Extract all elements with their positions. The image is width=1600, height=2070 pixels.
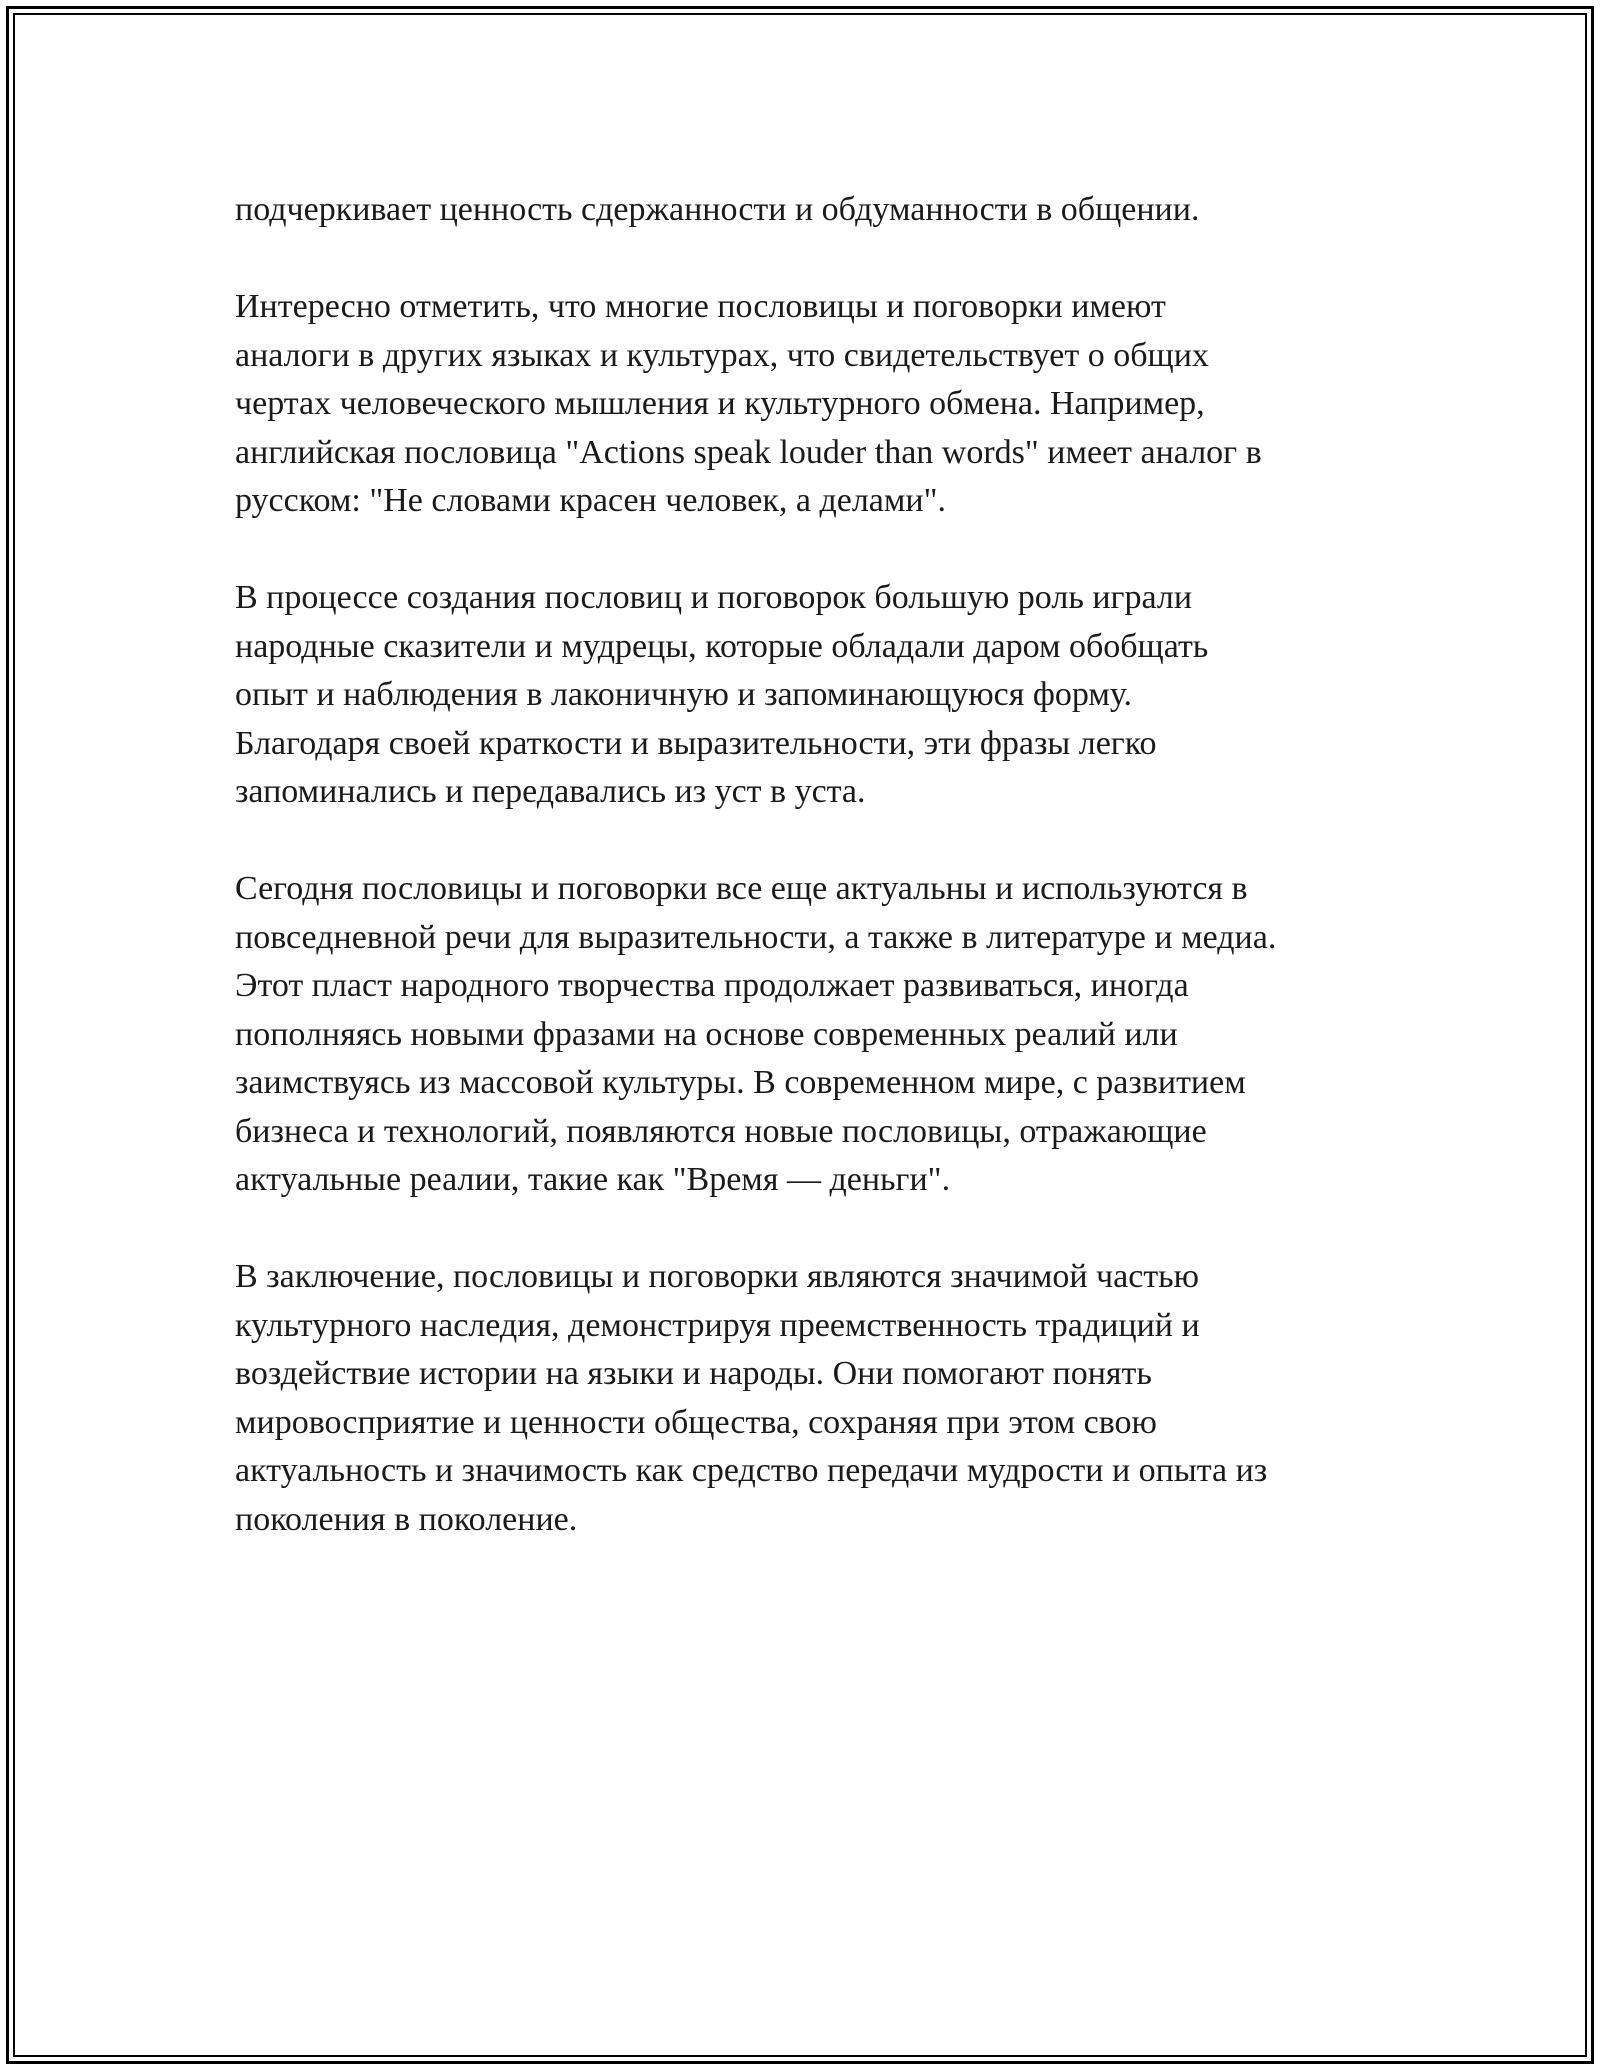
paragraph-2: Интересно отметить, что многие пословицы и поговорки имеют аналоги в других языках и культурах, что свидетельствует о общих чертах человеческого мышления и культурного обмена. Например, английская пословица "Actions speak louder than words" имеет аналог в русском: "Не словами красен человек, а делами".: [235, 288, 1262, 519]
paragraph-3: В процессе создания пословиц и поговорок большую роль играли народные сказители и мудрецы, которые обладали даром обобщать опыт и наблюдения в лаконичную и запоминающуюся форму. Благодаря своей краткости и выразительности, эти фразы легко запоминались и передавались из уст в уста.: [235, 579, 1209, 810]
paragraph-1: подчеркивает ценность сдержанности и обдуманности в общении.: [235, 191, 1200, 228]
document-body: [235, 186, 1385, 1593]
paragraph-4: Сегодня пословицы и поговорки все еще актуальны и используются в повседневной речи для выразительности, а также в литературе и медиа. Этот пласт народного творчества продолжает развиваться, иногда пополняясь новыми фразами на основе современных реалий или заимствуясь из массовой культуры. В современном мире, с развитием бизнеса и технологий, появляются новые пословицы, отражающие актуальные реалии, такие как "Время — деньги".: [235, 870, 1277, 1198]
paragraph-5: В заключение, пословицы и поговорки являются значимой частью культурного наследия, демонстрируя преемственность традиций и воздействие истории на языки и народы. Они помогают понять мировосприятие и ценности общества, сохраняя при этом свою актуальность и значимость как средство передачи мудрости и опыта из поколения в поколение.: [235, 1258, 1268, 1538]
